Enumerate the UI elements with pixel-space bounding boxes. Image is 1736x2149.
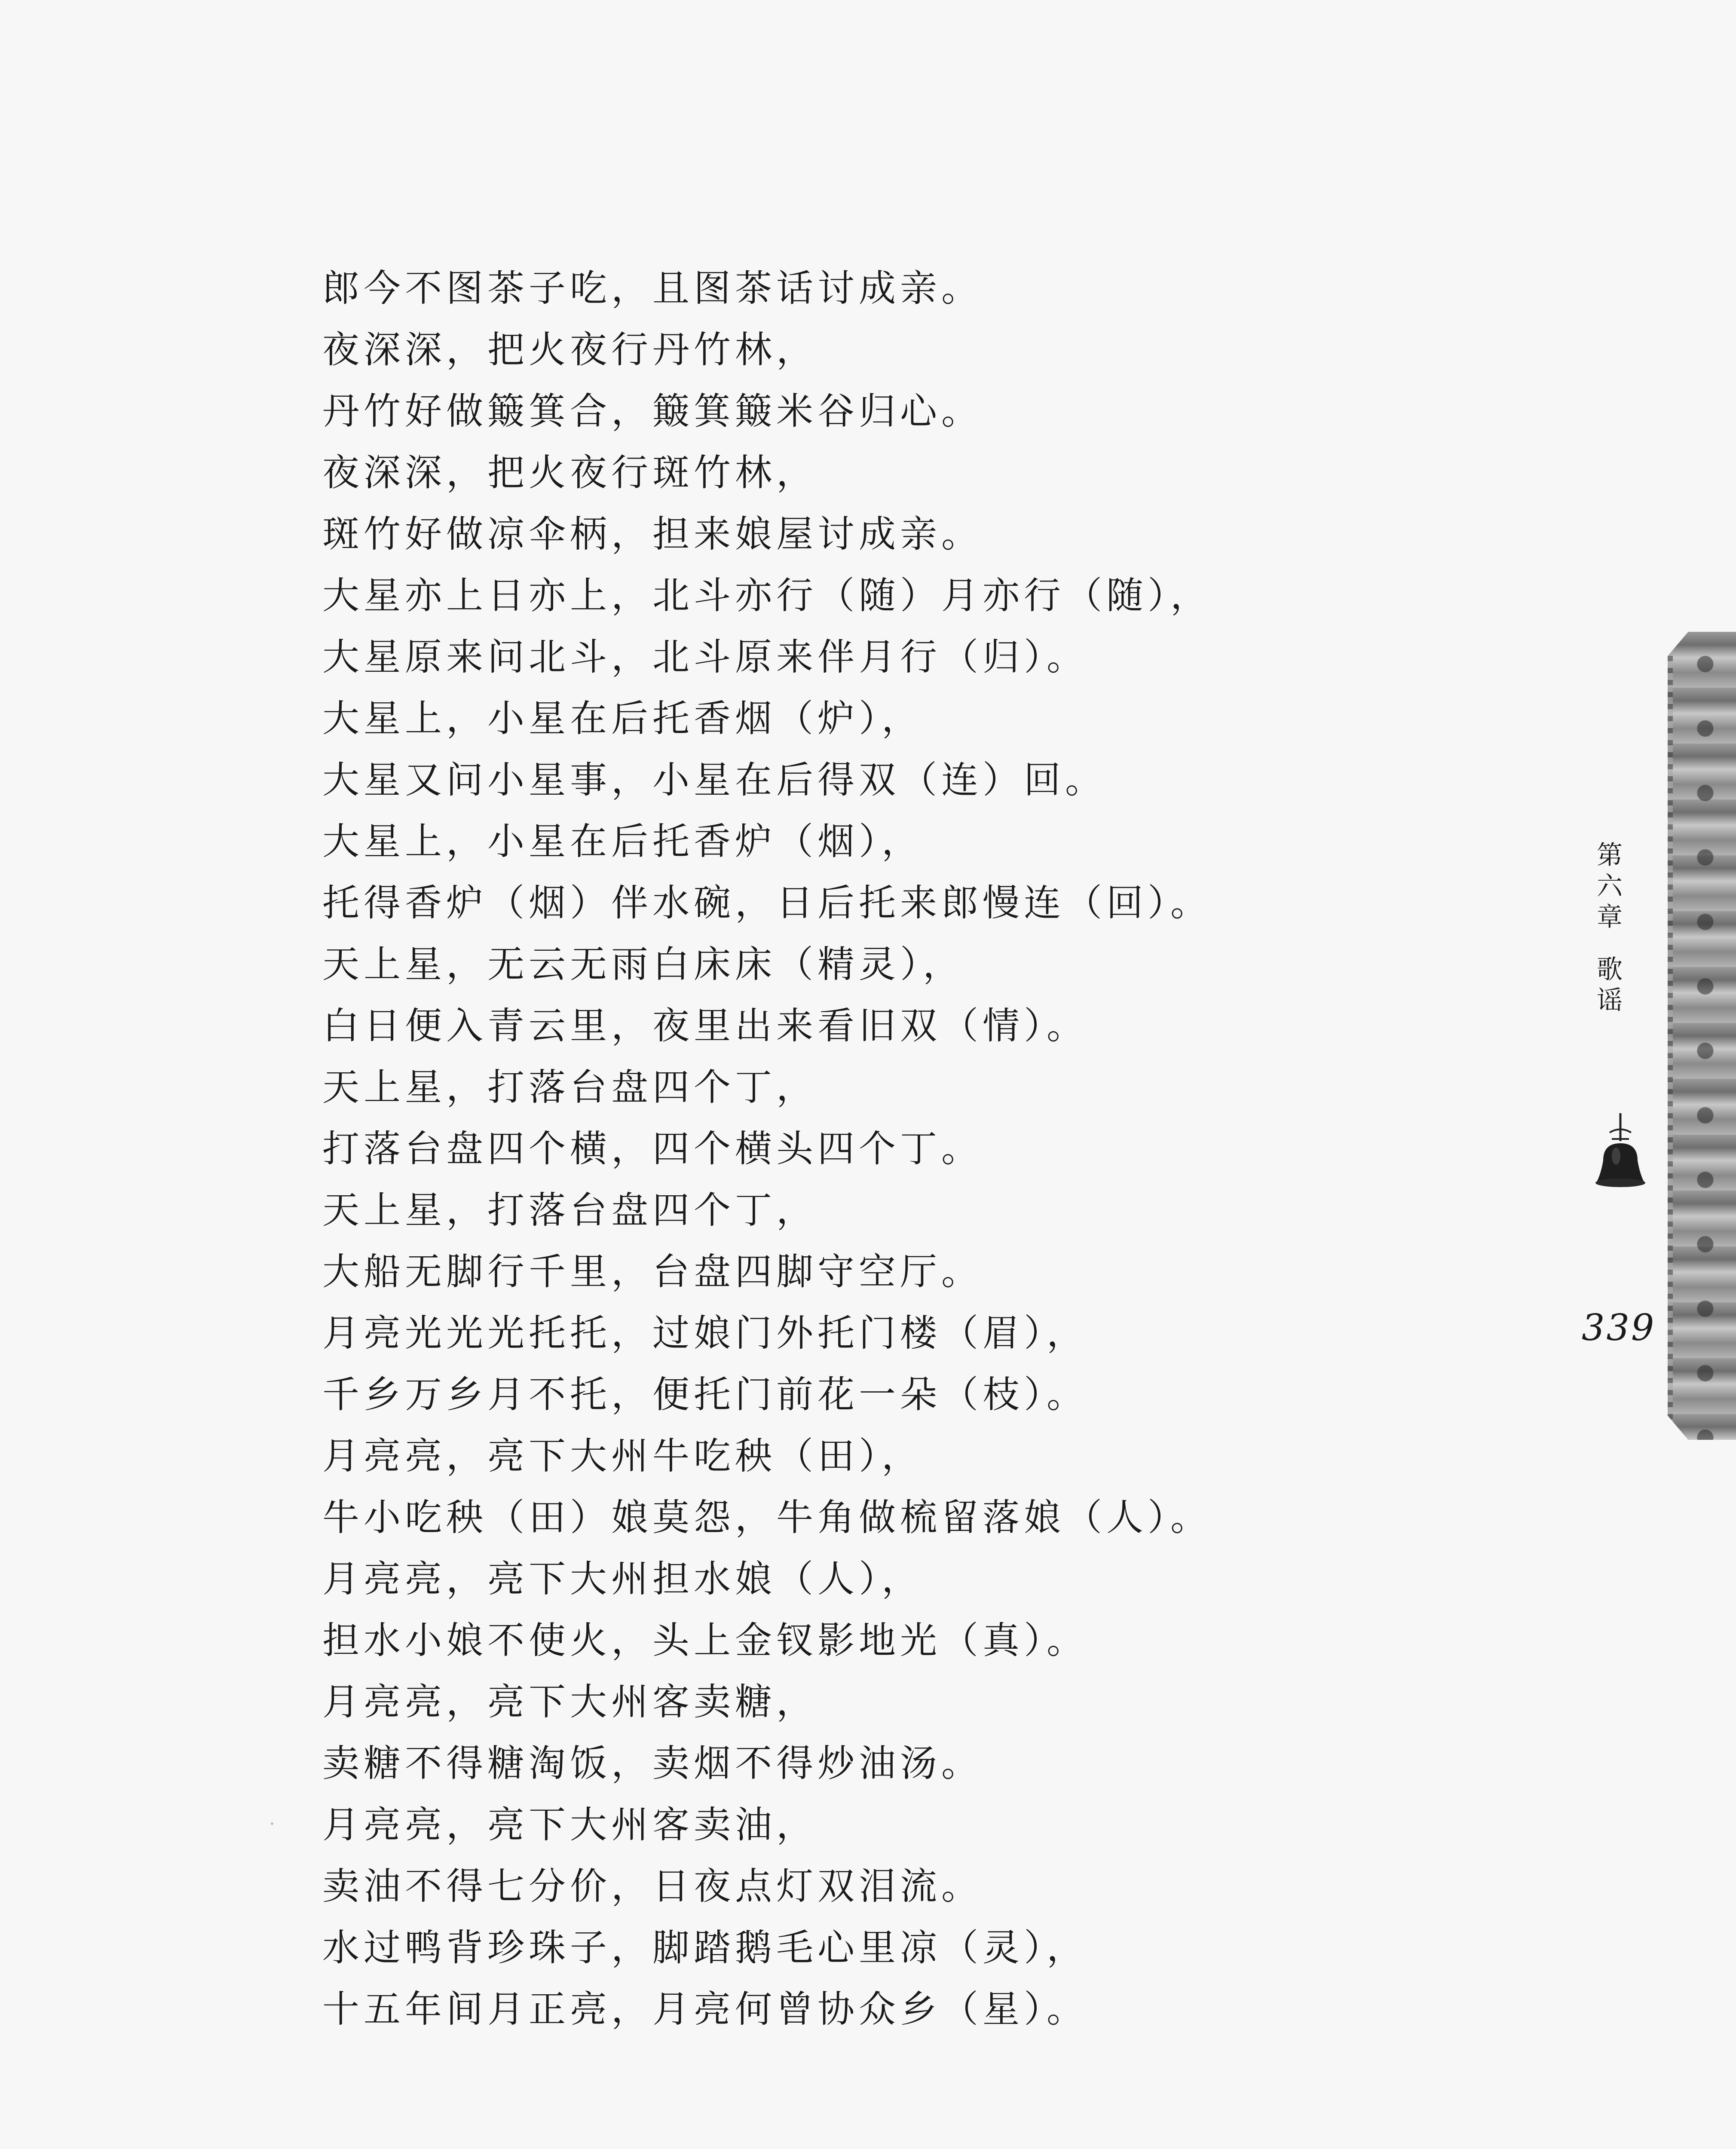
chapter-title — [1597, 957, 1623, 1019]
poem-line: 天上星，无云无雨白床床（精灵）， — [322, 943, 964, 986]
poem-line: 千乡万乡月不托，便托门前花一朵（枝）。 — [322, 1373, 1088, 1416]
page-number: 339 — [1582, 1307, 1656, 1349]
chapter-char: 第 — [1597, 840, 1623, 870]
poem-line: 大星又问小星事，小星在后得双（连）回。 — [322, 759, 1106, 802]
poem-text — [322, 258, 1612, 2040]
poem-line: 大星亦上日亦上，北斗亦行（随）月亦行（随）， — [322, 574, 1212, 617]
ornamental-border — [1668, 632, 1736, 1440]
poem-line: 郎今不图茶子吃，且图茶话讨成亲。 — [322, 267, 983, 310]
poem-line: 托得香炉（烟）伴水碗，日后托来郎慢连（回）。 — [322, 882, 1212, 924]
poem-line: 月亮亮，亮下大州担水娘（人）， — [322, 1558, 923, 1601]
poem-line: 大星原来问北斗，北斗原来伴月行（归）。 — [322, 636, 1088, 679]
poem-line: 斑竹好做凉伞柄，担来娘屋讨成亲。 — [322, 513, 983, 556]
poem-line: 天上星，打落台盘四个丁， — [322, 1189, 817, 1232]
poem-line: 白日便入青云里，夜里出来看旧双（情）。 — [322, 1004, 1088, 1047]
chapter-char: 谣 — [1597, 986, 1623, 1016]
poem-line: 卖糖不得糖淘饭，卖烟不得炒油汤。 — [322, 1742, 983, 1785]
poem-line: 天上星，打落台盘四个丁， — [322, 1066, 817, 1109]
poem-line: 月亮亮，亮下大州客卖糖， — [322, 1681, 817, 1723]
poem-line: 大星上，小星在后托香炉（烟）， — [322, 820, 923, 863]
poem-line: 牛小吃秧（田）娘莫怨，牛角做梳留落娘（人）。 — [322, 1496, 1212, 1539]
poem-line: 夜深深，把火夜行丹竹林， — [322, 328, 817, 371]
poem-line: 水过鸭背珍珠子，脚踏鹅毛心里凉（灵）， — [322, 1926, 1088, 1969]
poem-line: 丹竹好做簸箕合，簸箕簸米谷归心。 — [322, 390, 983, 433]
chapter-char: 六 — [1597, 871, 1623, 901]
poem-line: 大星上，小星在后托香烟（炉）， — [322, 697, 923, 740]
chapter-char: 章 — [1597, 902, 1623, 932]
chapter-number — [1597, 842, 1623, 935]
poem-line: 担水小娘不使火，头上金钗影地光（真）。 — [322, 1619, 1088, 1662]
poem-line: 大船无脚行千里，台盘四脚守空厅。 — [322, 1250, 983, 1293]
poem-line: 打落台盘四个横，四个横头四个丁。 — [322, 1127, 983, 1170]
poem-line: 夜深深，把火夜行斑竹林， — [322, 451, 817, 494]
chapter-char: 歌 — [1597, 955, 1623, 985]
poem-line: 卖油不得七分价，日夜点灯双泪流。 — [322, 1865, 983, 1908]
scan-mark — [271, 1822, 273, 1825]
poem-line: 月亮光光光托托，过娘门外托门楼（眉）， — [322, 1312, 1088, 1355]
poem-line: 月亮亮，亮下大州客卖油， — [322, 1803, 817, 1846]
poem-line: 十五年间月正亮，月亮何曾协众乡（星）。 — [322, 1988, 1088, 2031]
poem-line: 月亮亮，亮下大州牛吃秧（田）， — [322, 1435, 923, 1478]
bell-ornament-icon — [1590, 1109, 1650, 1195]
chapter-label — [1590, 842, 1629, 1019]
